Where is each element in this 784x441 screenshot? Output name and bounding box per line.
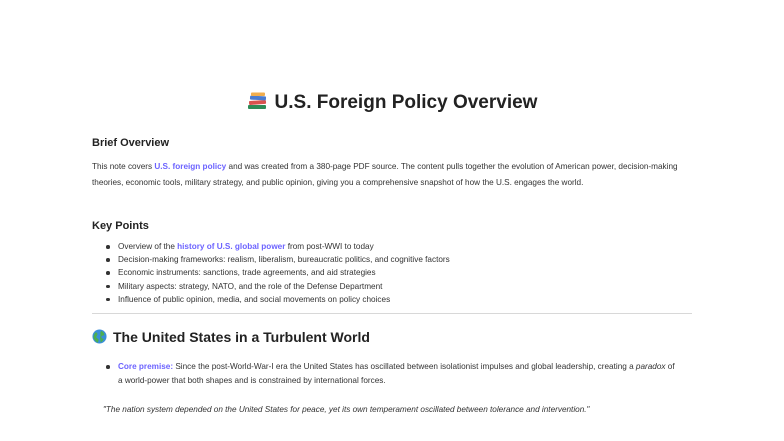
quote-block: "The nation system depended on the United States for peace, yet its own temperament oscillated between tolerance and intervention."	[103, 405, 590, 414]
list-item: Military aspects: strategy, NATO, and the role of the Defense Department	[92, 280, 450, 293]
list-item: Influence of public opinion, media, and social movements on policy choices	[92, 293, 450, 306]
core-premise-item	[106, 360, 678, 388]
history-link[interactable]: history of U.S. global power	[177, 242, 286, 251]
section-divider	[92, 313, 692, 314]
globe-icon	[92, 329, 107, 344]
premise-text-end: of a world-power that both shapes and is constrained by international forces.	[118, 362, 675, 385]
brief-overview-text	[92, 159, 692, 190]
section-heading-text: The United States in a Turbulent World	[113, 329, 370, 345]
point-text-end: from post-WWI to today	[285, 242, 374, 251]
books-icon	[247, 92, 269, 110]
list-item	[92, 240, 450, 253]
page-title	[0, 92, 784, 114]
paradox-emphasis: paradox	[635, 362, 666, 371]
section-heading	[92, 329, 370, 345]
key-points-heading: Key Points	[92, 220, 149, 232]
us-foreign-policy-link[interactable]: U.S. foreign policy	[154, 162, 227, 171]
brief-text-start: This note covers	[92, 162, 155, 171]
title-text: U.S. Foreign Policy Overview	[274, 92, 538, 113]
list-item: Economic instruments: sanctions, trade agreements, and aid strategies	[92, 266, 450, 279]
premise-text-start: Since the post-World-War-I era the United States has oscillated between isolationist impulses and global leadership, creating a	[173, 362, 636, 371]
core-premise-label[interactable]: Core premise:	[118, 362, 174, 371]
brief-overview-heading: Brief Overview	[92, 137, 170, 149]
brief-text-end: and was created from a 380-page PDF source. The content pulls together the evolution of American power, decision-making theories, economic tools, military strategy, and public opinion, giving you a comprehensive snapshot of how the U.S. engages the world.	[92, 162, 678, 187]
point-text-start: Overview of the	[118, 242, 178, 251]
list-item: Decision-making frameworks: realism, liberalism, bureaucratic politics, and cognitive factors	[92, 253, 450, 266]
key-points-list	[92, 240, 450, 306]
